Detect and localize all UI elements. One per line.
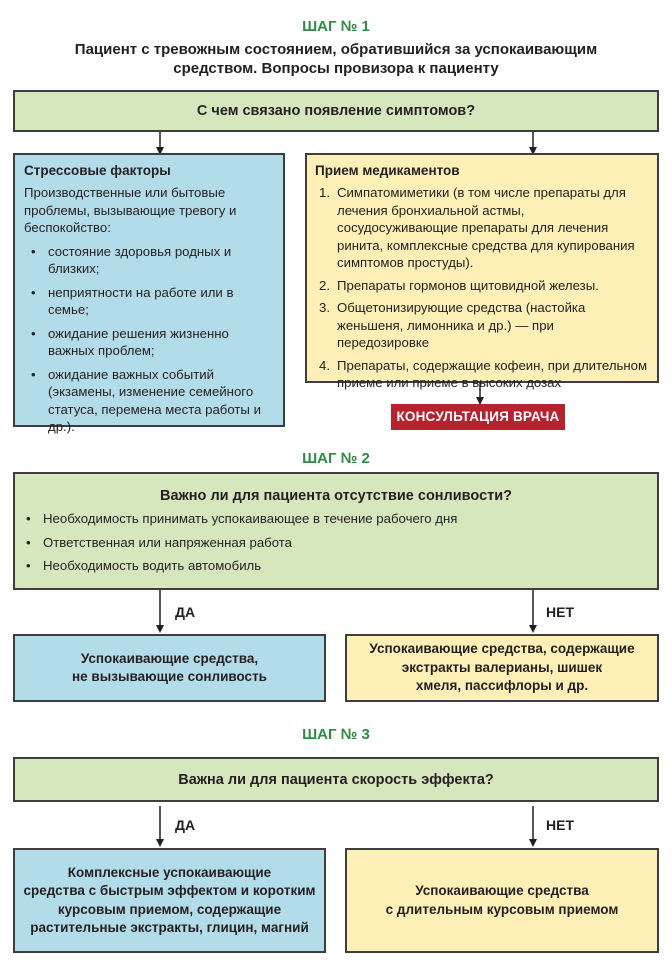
step2-yes-label: ДА — [175, 604, 196, 620]
stress-factors-intro: Производственные или бытовые проблемы, вызывающие тревогу и беспокойство: — [24, 185, 237, 235]
list-item — [315, 357, 649, 392]
list-item: • Необходимость принимать успокаивающее в течение рабочего дня — [19, 510, 657, 528]
list-item — [315, 299, 649, 352]
step3-yes-answer — [23, 864, 315, 938]
step1-title — [40, 40, 632, 78]
stress-factors-list — [24, 243, 275, 436]
step2-conditions-list — [15, 510, 657, 575]
stress-factors-title: Стрессовые факторы — [24, 163, 171, 178]
step2-yes-answer — [72, 650, 267, 687]
step2-no-answer — [369, 640, 634, 696]
list-item: • неприятности на работе или в семье; — [24, 284, 275, 319]
list-number: 4. — [319, 357, 330, 373]
list-item: • Необходимость водить автомобиль — [19, 557, 657, 575]
step3-question: Важна ли для пациента скорость эффекта? — [178, 771, 494, 788]
step3-yes-answer-box — [13, 848, 326, 953]
list-number: 3. — [319, 300, 330, 315]
medications-box — [305, 153, 659, 390]
list-number: 1. — [319, 185, 330, 200]
answer-line: с длительным курсовым приемом — [385, 901, 619, 917]
answer-line: Успокаивающие средства, — [80, 650, 259, 666]
list-item: • Ответственная или напряженная работа — [19, 534, 657, 552]
step3-no-answer — [386, 882, 619, 919]
step1-title-line1: Пациент с тревожным состоянием, обратившийся за успокаивающим — [74, 41, 598, 58]
answer-line: Успокаивающие средства, содержащие — [369, 641, 635, 657]
step3-no-answer-box — [345, 848, 659, 953]
step2-question-box — [13, 472, 659, 590]
step3-no-label: НЕТ — [546, 817, 574, 833]
medications-title: Прием медикаментов — [315, 163, 460, 178]
stress-factors-box — [13, 153, 285, 434]
list-text: Препараты гормонов щитовидной железы. — [337, 277, 599, 293]
step3-question-box — [13, 757, 659, 802]
step2-question: Важно ли для пациента отсутствие сонливости? — [159, 488, 513, 504]
step2-label: ШАГ № 2 — [302, 450, 370, 467]
step2-no-answer-box — [345, 634, 659, 702]
answer-line: хмеля, пассифлоры и др. — [415, 678, 589, 694]
answer-line: растительные экстракты, глицин, магний — [30, 920, 309, 935]
answer-line: Комплексные успокаивающие — [67, 864, 272, 880]
step3-yes-label: ДА — [175, 817, 196, 833]
list-item: • ожидание решения жизненно важных проблем; — [24, 325, 275, 360]
list-number: 2. — [319, 277, 330, 293]
list-item: • состояние здоровья родных и близких; — [24, 243, 275, 278]
step1-question-box — [13, 90, 659, 132]
step1-title-line2: средством. Вопросы провизора к пациенту — [173, 60, 499, 77]
step2-no-label: НЕТ — [546, 604, 574, 620]
step1-label: ШАГ № 1 — [302, 18, 370, 35]
answer-line: экстракты валерианы, шишек — [401, 659, 603, 675]
list-item — [315, 277, 649, 295]
list-text: Симпатомиметики (в том числе препараты для лечения бронхиальной астмы, сосудосуживающие препараты для лечения ринита, комплексные средства для купирования симптомов простуды). — [337, 185, 635, 270]
list-item: • ожидание важных событий (экзамены, изменение семейного статуса, перемена места работы и др.). — [24, 366, 275, 436]
medications-list — [315, 184, 649, 392]
list-text: Препараты, содержащие кофеин, при длительном приеме или приеме в высоких дозах — [337, 357, 648, 390]
answer-line: курсовым приемом, содержащие — [57, 901, 282, 917]
list-item — [315, 184, 649, 272]
doctor-consultation-badge: КОНСУЛЬТАЦИЯ ВРАЧА — [391, 404, 565, 430]
step2-yes-answer-box — [13, 634, 326, 702]
answer-line: не вызывающие сонливость — [72, 669, 267, 684]
step1-question: С чем связано появление симптомов? — [196, 103, 476, 119]
answer-line: средства с быстрым эффектом и коротким — [23, 883, 316, 898]
answer-line: Успокаивающие средства — [415, 883, 589, 898]
step3-label: ШАГ № 3 — [302, 726, 370, 743]
list-text: Общетонизирующие средства (настойка женьшеня, лимонника и др.) — при передозировке — [337, 300, 586, 350]
